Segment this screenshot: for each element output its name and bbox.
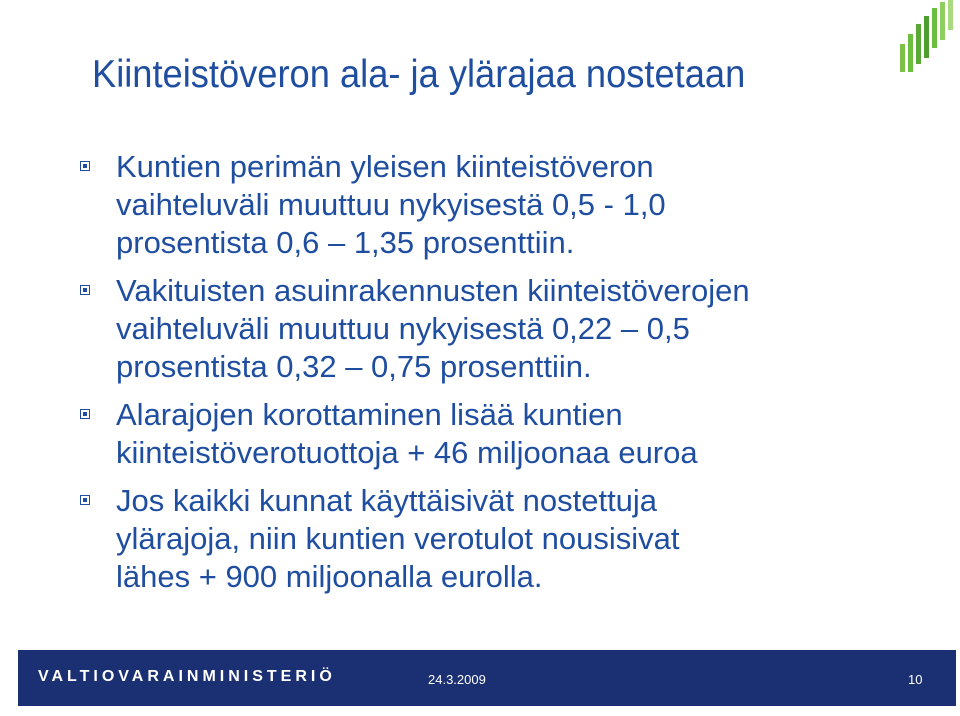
- logo-bar: [916, 24, 921, 64]
- logo-bar: [940, 2, 945, 40]
- bullet-item: [78, 396, 878, 472]
- bullet-line: Alarajojen korottaminen lisää kuntien: [116, 397, 623, 432]
- logo-bar: [900, 44, 905, 72]
- bullet-line: vaihteluväli muuttuu nykyisestä 0,5 - 1,0: [116, 187, 666, 222]
- square-bullet-icon: [80, 161, 90, 171]
- bullet-line: Kuntien perimän yleisen kiinteistöveron: [116, 149, 654, 184]
- logo-bar: [924, 16, 929, 58]
- square-bullet-icon: [80, 495, 90, 505]
- bullet-item: [78, 272, 878, 386]
- ministry-name: VALTIOVARAINMINISTERIÖ: [38, 668, 336, 685]
- bullet-line: Jos kaikki kunnat käyttäisivät nostettuja: [116, 483, 658, 518]
- square-bullet-icon: [80, 409, 90, 419]
- square-bullet-icon: [80, 285, 90, 295]
- bullet-item: [78, 482, 878, 596]
- bullet-line: kiinteistöverotuottoja + 46 miljoonaa euroa: [116, 435, 698, 470]
- ministry-logo-icon: [898, 0, 960, 80]
- bullet-line: Vakituisten asuinrakennusten kiinteistöverojen: [116, 273, 750, 308]
- footer-date: 24.3.2009: [428, 672, 486, 687]
- bullet-line: vaihteluväli muuttuu nykyisestä 0,22 – 0,5: [116, 311, 690, 346]
- logo-bar: [932, 8, 937, 48]
- logo-bar: [908, 34, 913, 72]
- bullet-line: lähes + 900 miljoonalla eurolla.: [116, 559, 543, 594]
- page-number: 10: [908, 672, 923, 687]
- logo-bar: [948, 0, 953, 30]
- slide-title: Kiinteistöveron ala- ja ylärajaa nostetaan: [92, 53, 746, 96]
- bullet-item: [78, 148, 878, 262]
- footer-bar: [18, 650, 956, 706]
- bullet-list: [78, 148, 878, 606]
- bullet-line: prosentista 0,6 – 1,35 prosenttiin.: [116, 225, 575, 260]
- bullet-line: ylärajoja, niin kuntien verotulot nousisivat: [116, 521, 680, 556]
- bullet-line: prosentista 0,32 – 0,75 prosenttiin.: [116, 349, 592, 384]
